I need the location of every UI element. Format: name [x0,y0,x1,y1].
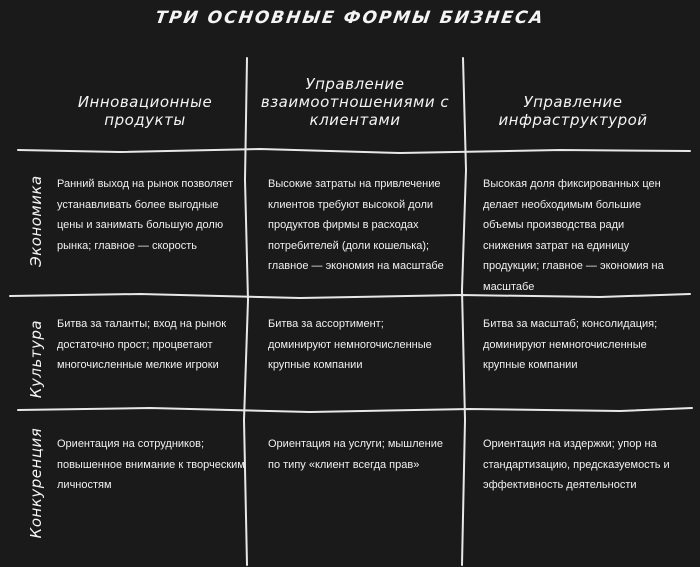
horizontal-line-3 [18,408,692,412]
cell-competition-customer: Ориентация на услуги; мышление по типу «клиент всегда прав» [268,438,443,471]
vertical-line-2 [462,58,466,565]
cell-competition-innovative: Ориентация на сотрудников; повышенное внимание к творческим личностям [57,438,245,491]
cell-economy-customer: Высокие затраты на привлечение клиентов требуют высокой доли продуктов фирмы в расходах потребителей (доли кошелька); главное — экономия на масштабе [268,178,444,272]
cell-economy-innovative: Ранний выход на рынок позволяет устанавливать более выгодные цены и занимать большую долю рынка; главное — скорость [57,178,234,252]
row-label-economy: Экономика [27,175,45,267]
column-header-customer-relationship: Управление взаимоотношениями с клиентами [260,75,450,129]
diagram-title: ТРИ ОСНОВНЫЕ ФОРМЫ БИЗНЕСА [154,8,546,28]
cell-culture-customer: Битва за ассортимент; доминируют немногочисленные крупные компании [268,318,432,371]
row-label-competition: Конкуренция [27,427,45,539]
column-header-infrastructure: Управление инфраструктурой [498,93,648,129]
cell-culture-infrastructure: Битва за масштаб; консолидация; доминируют немногочисленные крупные компании [483,318,658,371]
cell-economy-infrastructure: Высокая доля фиксированных цен делает необходимым большие объемы производства ради снижения затрат на единицу продукции; главное — экономия на масштабе [483,178,664,293]
cell-culture-innovative: Битва за таланты; вход на рынок достаточно прост; процветают многочисленные мелкие игроки [57,318,227,371]
horizontal-line-1 [18,149,690,153]
row-label-culture: Культура [27,319,45,399]
column-header-innovative-products: Инновационные продукты [77,93,213,129]
cell-competition-infrastructure: Ориентация на издержки; упор на стандартизацию, предсказуемость и эффективность деятельности [483,438,670,491]
